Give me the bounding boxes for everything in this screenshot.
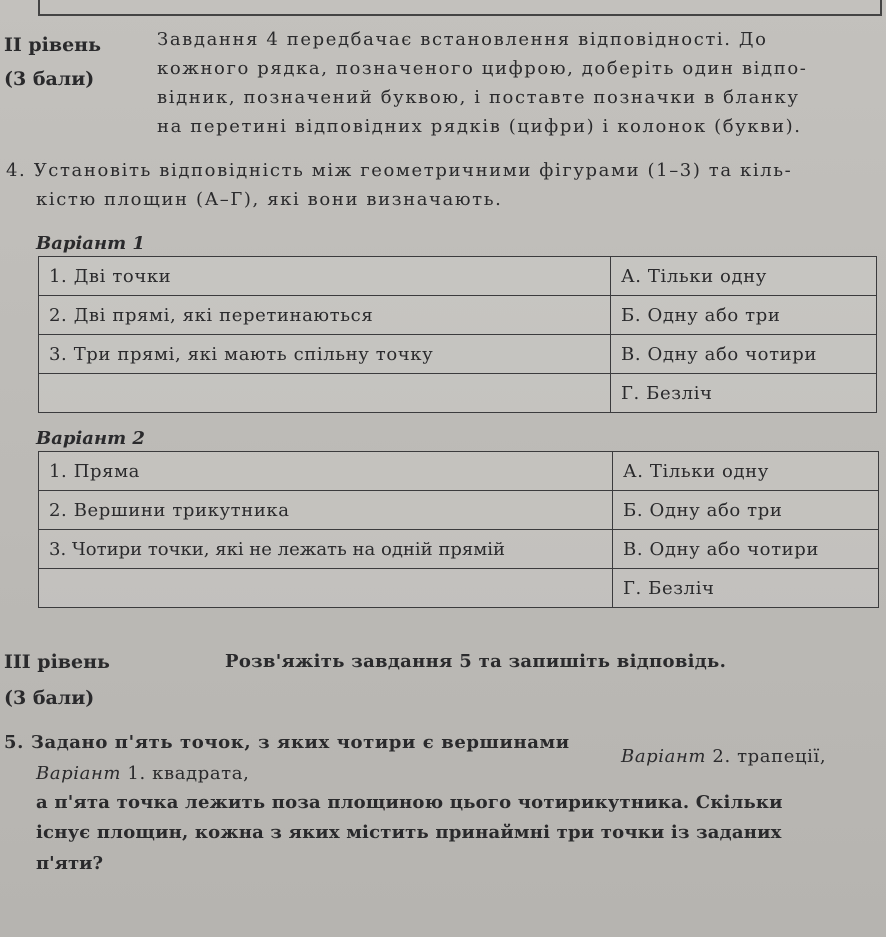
variant2-matching-table bbox=[38, 451, 879, 608]
figure-cell: 1. Пряма bbox=[39, 452, 613, 491]
option-cell: А. Тільки одну bbox=[611, 257, 877, 296]
task4-line-2: кістю площин (А–Г), які вони визначають. bbox=[36, 189, 503, 210]
level2-instruction-line-3: відник, позначений буквою, і поставте позначки в бланку bbox=[157, 87, 800, 108]
variant1-title: Варіант 1 bbox=[36, 233, 145, 254]
figure-cell bbox=[39, 569, 613, 608]
level3-label: ІІІ рівень bbox=[4, 651, 110, 673]
task4-line-1: 4. Установіть відповідність між геометричними фігурами (1–3) та кіль- bbox=[6, 160, 793, 181]
table-row bbox=[39, 335, 877, 374]
task5-line-1: 5. Задано п'ять точок, з яких чотири є вершинами bbox=[4, 732, 570, 753]
figure-cell: 1. Дві точки bbox=[39, 257, 611, 296]
task5-variant1-label: Варіант bbox=[36, 763, 122, 784]
table-row bbox=[39, 530, 879, 569]
level3-points: (3 бали) bbox=[4, 687, 95, 709]
figure-cell: 3. Чотири точки, які не лежать на одній прямій bbox=[39, 530, 613, 569]
figure-cell: 2. Вершини трикутника bbox=[39, 491, 613, 530]
task5-line-3: а п'ята точка лежить поза площиною цього чотирикутника. Скільки bbox=[36, 792, 783, 813]
option-cell: Г. Безліч bbox=[611, 374, 877, 413]
task5-variant1 bbox=[36, 763, 249, 784]
task5-line-5: п'яти? bbox=[36, 853, 104, 874]
table-row bbox=[39, 374, 877, 413]
table-row bbox=[39, 296, 877, 335]
task5-line-4: існує площин, кожна з яких містить принаймні три точки із заданих bbox=[36, 822, 782, 843]
variant1-matching-table bbox=[38, 256, 877, 413]
level2-instruction-line-4: на перетині відповідних рядків (цифри) і колонок (букви). bbox=[157, 116, 802, 137]
figure-cell: 3. Три прямі, які мають спільну точку bbox=[39, 335, 611, 374]
option-cell: А. Тільки одну bbox=[613, 452, 879, 491]
option-cell: Б. Одну або три bbox=[613, 491, 879, 530]
option-cell: В. Одну або чотири bbox=[611, 335, 877, 374]
table-row bbox=[39, 491, 879, 530]
task5-variant2-label: Варіант bbox=[621, 746, 707, 767]
option-cell: Б. Одну або три bbox=[611, 296, 877, 335]
level2-instruction-line-1: Завдання 4 передбачає встановлення відповідності. До bbox=[157, 29, 768, 50]
option-cell: Г. Безліч bbox=[613, 569, 879, 608]
figure-cell bbox=[39, 374, 611, 413]
figure-cell: 2. Дві прямі, які перетинаються bbox=[39, 296, 611, 335]
level2-instruction-line-2: кожного рядка, позначеного цифрою, доберіть один відпо- bbox=[157, 58, 808, 79]
table-row bbox=[39, 257, 877, 296]
option-cell: В. Одну або чотири bbox=[613, 530, 879, 569]
variant2-title: Варіант 2 bbox=[36, 428, 145, 449]
previous-table-bottom bbox=[38, 0, 882, 16]
level3-instruction: Розв'яжіть завдання 5 та запишіть відповідь. bbox=[225, 651, 727, 672]
table-row bbox=[39, 452, 879, 491]
table-row bbox=[39, 569, 879, 608]
task5-variant2 bbox=[621, 746, 826, 767]
task5-variant1-text: 1. квадрата, bbox=[121, 763, 250, 784]
level2-label: ІІ рівень bbox=[4, 34, 101, 56]
task5-variant2-text: 2. трапеції, bbox=[706, 746, 827, 767]
level2-points: (3 бали) bbox=[4, 68, 95, 90]
